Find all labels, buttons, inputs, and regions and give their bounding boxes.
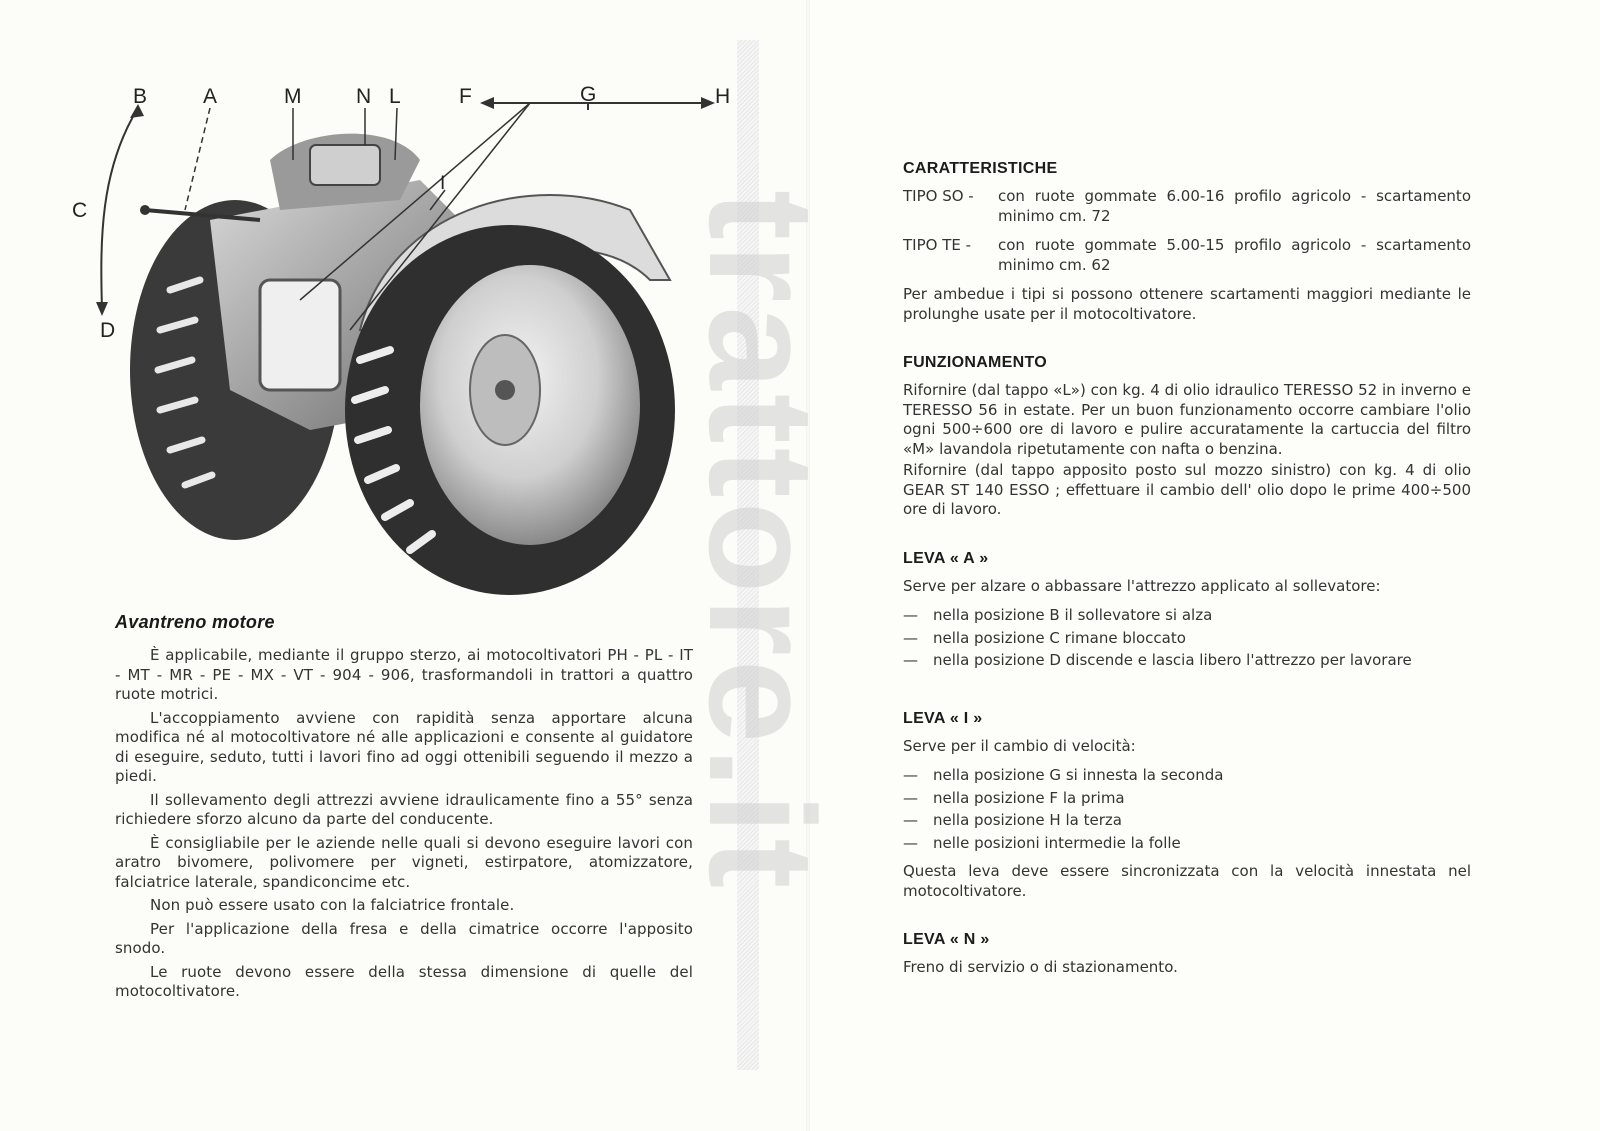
list-item: — nella posizione F la prima	[903, 788, 1125, 807]
left-text-block	[115, 612, 693, 1006]
label-i: I	[440, 173, 446, 194]
caratteristiche-heading: CARATTERISTICHE	[903, 160, 1058, 177]
list-item: — nelle posizioni intermedie la folle	[903, 833, 1181, 852]
lever-arc	[101, 108, 138, 310]
leva-i-list	[903, 764, 1471, 854]
label-g: G	[580, 83, 597, 106]
paragraph: Per l'applicazione della fresa e della cimatrice occorre l'apposito snodo.	[115, 919, 693, 957]
label-n: N	[356, 85, 372, 108]
label-f: F	[459, 85, 472, 108]
tipo-label: TIPO TE -	[903, 236, 972, 254]
list-item: — nella posizione C rimane bloccato	[903, 628, 1186, 647]
tipo-text: con ruote gommate 6.00-16 profilo agricolo - scartamento minimo cm. 72	[998, 187, 1471, 225]
funzionamento-p1: Rifornire (dal tappo «L») con kg. 4 di olio idraulico TERESSO 52 in inverno e TERESSO 56 in estate. Per un buon funzionamento occorre cambiare l'olio ogni 500÷600 ore di lavoro e pulire accuratamente la cartuccia del filtro «M» lavandola ripetutamente con nafta o benzina.	[903, 381, 1471, 458]
funzionamento-heading: FUNZIONAMENTO	[903, 354, 1048, 371]
section-title: Avantreno motore	[115, 612, 275, 632]
right-text-block	[903, 160, 1471, 978]
leva-i-intro: Serve per il cambio di velocità:	[903, 736, 1136, 755]
label-d: D	[100, 319, 116, 342]
caratteristiche-note: Per ambedue i tipi si possono ottenere scartamenti maggiori mediante le prolunghe usate per il motocoltivatore.	[903, 285, 1471, 323]
leva-i-note: Questa leva deve essere sincronizzata con la velocità innestata nel motocoltivatore.	[903, 862, 1471, 900]
right-tyre	[345, 225, 675, 595]
paragraph: È consigliabile per le aziende nelle quali si devono eseguire lavori con aratro bivomere, polivomere per vigneti, estirpatore, atomizzatore, falciatrice laterale, spandiconcime etc.	[115, 833, 693, 891]
leva-a-list	[903, 604, 1471, 672]
label-c: C	[72, 199, 88, 222]
label-m: M	[284, 85, 302, 108]
label-a: A	[203, 85, 218, 108]
tipo-text: con ruote gommate 5.00-15 profilo agricolo - scartamento minimo cm. 62	[998, 236, 1471, 274]
leva-n-heading: LEVA « N »	[903, 931, 990, 948]
list-item: — nella posizione D discende e lascia libero l'attrezzo per lavorare	[903, 651, 1412, 669]
tractor-illustration	[60, 70, 760, 610]
tipo-so	[903, 187, 1471, 226]
funzionamento-p2: Rifornire (dal tappo apposito posto sul mozzo sinistro) con kg. 4 di olio GEAR ST 140 ESSO ; effettuare il cambio dell' olio dopo le prime 400÷500 ore di lavoro.	[903, 461, 1471, 518]
list-item: — nella posizione H la terza	[903, 811, 1122, 829]
label-b: B	[133, 85, 148, 108]
tipo-label: TIPO SO -	[903, 187, 974, 205]
label-h: H	[715, 85, 731, 108]
tipo-te	[903, 236, 1471, 275]
paragraph: È applicabile, mediante il gruppo sterzo, ai motocoltivatori PH - PL - IT - MT - MR - PE - MX - VT - 904 - 906, trasformandoli in trattori a quattro ruote motrici.	[115, 646, 693, 703]
leva-n-text: Freno di servizio o di stazionamento.	[903, 958, 1178, 976]
paragraph: L'accoppiamento avviene con rapidità senza apportare alcuna modifica né al motocoltivatore né alle applicazioni e consente al guidatore di eseguire, seduto, tutti i lavori fino ad oggi ottenibili seguendo il mezzo a piedi.	[115, 708, 693, 785]
list-item: — nella posizione B il sollevatore si alza	[903, 606, 1213, 624]
paragraph: Non può essere usato con la falciatrice frontale.	[150, 896, 515, 914]
watermark-text: trattore.it	[678, 190, 846, 893]
list-item: — nella posizione G si innesta la seconda	[903, 766, 1224, 784]
leva-a-heading: LEVA « A »	[903, 549, 989, 567]
leva-i-heading: LEVA « I »	[903, 709, 983, 727]
paragraph: Il sollevamento degli attrezzi avviene idraulicamente fino a 55° senza richiedere sforzo alcuno da parte del conducente.	[115, 790, 693, 828]
label-l: L	[389, 85, 401, 108]
leva-a-intro: Serve per alzare o abbassare l'attrezzo applicato al sollevatore:	[903, 576, 1381, 595]
paragraph: Le ruote devono essere della stessa dimensione di quelle del motocoltivatore.	[115, 962, 693, 1000]
